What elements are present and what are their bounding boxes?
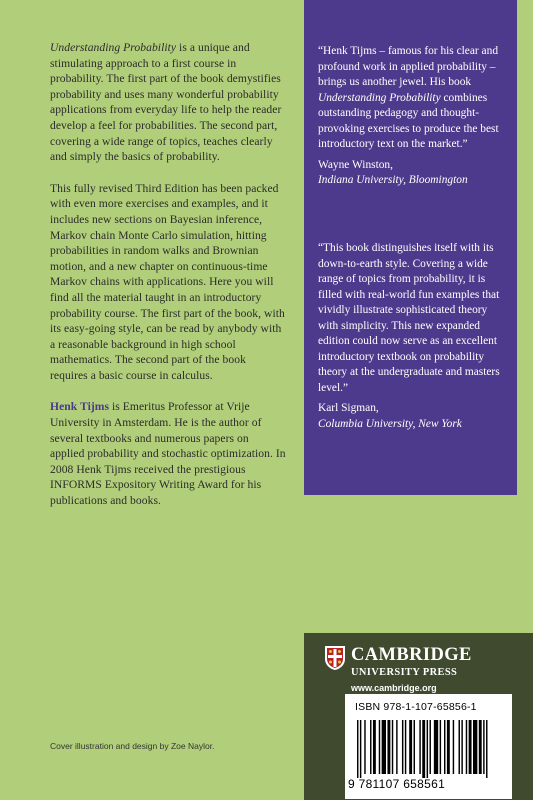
endorser-1-affiliation: Indiana University, Bloomington bbox=[318, 174, 468, 186]
cambridge-shield-icon bbox=[324, 645, 346, 671]
barcode-bar bbox=[444, 720, 445, 774]
barcode-bar bbox=[405, 720, 406, 774]
cover-credit: Cover illustration and design by Zoe Naylor. bbox=[50, 741, 215, 751]
isbn-barcode-area bbox=[345, 694, 512, 799]
barcode-digits: 9 781107 658561 bbox=[348, 777, 446, 791]
endorsement-2 bbox=[318, 241, 508, 432]
barcode-bar bbox=[483, 720, 484, 774]
publisher-subtitle: UNIVERSITY PRESS bbox=[351, 667, 458, 678]
barcode-bar bbox=[364, 720, 365, 774]
description-text-1: is a unique and stimulating approach to a first course in probability. The first part of the book demystifies probability and uses many wonderful probability applications from everyday life to help the reader develop a feel for probabilities. The second part, covering a wide range of topics, teaches clearly and simply the basics of probability. bbox=[50, 41, 282, 164]
barcode-bar bbox=[409, 720, 412, 774]
barcode-bar bbox=[466, 720, 467, 774]
endorsement-1-text bbox=[318, 44, 508, 153]
barcode-bar bbox=[379, 720, 380, 774]
author-bio-text: is Emeritus Professor at Vrije University in Amsterdam. He is the author of several textbooks and numerous papers on applied probability and stochastic optimization. In 2008 Henk Tijms received the prestigious INFORMS Expository Writing Award for his publications and books. bbox=[50, 400, 286, 508]
endorsement-2-text: “This book distinguishes itself with its down-to-earth style. Covering a wide range of topics from probability, it is filled with real-world fun examples that vividly illustrate sophisticated theory with simplicity. This new expanded edition could now serve as an excellent introductory textbook on probability theory at the undergraduate and masters level.” bbox=[318, 242, 500, 394]
barcode-bar bbox=[392, 720, 393, 774]
book-title: Understanding Probability bbox=[50, 41, 177, 54]
description-paragraph-2: This fully revised Third Edition has been packed with even more exercises and examples, and it includes new sections on Bayesian inference, Markov chain Monte Carlo simulation, hitting probabilities in random walks and Brownian motion, and a new chapter on continuous-time Markov chains with applications. Here you will find all the material taught in an introductory probability course. The first part of the book, with its easy-going style, can be read by anybody with a reasonable background in high school mathematics. The second part of the book requires a basic course in calculus. bbox=[50, 181, 285, 382]
endorsement-1-attribution bbox=[318, 158, 508, 189]
barcode-bar bbox=[402, 720, 403, 774]
description-paragraph-1 bbox=[50, 40, 286, 165]
barcode bbox=[357, 720, 497, 778]
publisher-panel bbox=[304, 633, 533, 800]
endorsement-1-text-a: “Henk Tijms – famous for his clear and profound work in applied probability – brings us another jewel. His book bbox=[318, 45, 499, 88]
barcode-bar bbox=[440, 720, 441, 774]
barcode-bar bbox=[357, 720, 358, 778]
barcode-bar bbox=[360, 720, 361, 778]
author-name: Henk Tijms bbox=[50, 400, 110, 414]
barcode-bar bbox=[370, 720, 371, 774]
endorsement-1 bbox=[318, 44, 508, 189]
endorsement-1-book-title: Understanding Probability bbox=[318, 91, 441, 104]
publisher-url: www.cambridge.org bbox=[351, 683, 437, 693]
barcode-bar bbox=[447, 720, 450, 774]
barcode-bar bbox=[469, 720, 472, 774]
endorser-2-affiliation: Columbia University, New York bbox=[318, 417, 462, 430]
barcode-bar bbox=[373, 720, 376, 774]
barcode-bar bbox=[453, 720, 454, 774]
barcode-bar bbox=[414, 720, 415, 774]
barcode-bar bbox=[434, 720, 438, 774]
barcode-bar bbox=[396, 720, 397, 774]
barcode-bar bbox=[382, 720, 386, 774]
endorser-2-name: Karl Sigman, bbox=[318, 402, 379, 414]
barcode-bar bbox=[486, 720, 487, 778]
barcode-bar bbox=[422, 720, 425, 778]
endorsement-2-attribution bbox=[318, 401, 508, 432]
barcode-bar bbox=[473, 720, 477, 774]
barcode-bar bbox=[427, 720, 428, 778]
barcode-bar bbox=[459, 720, 460, 774]
barcode-bar bbox=[461, 720, 462, 774]
endorser-1-name: Wayne Winston, bbox=[318, 158, 393, 171]
endorsements-box bbox=[304, 0, 517, 495]
publisher-name: CAMBRIDGE bbox=[351, 645, 472, 665]
barcode-bar bbox=[430, 720, 431, 774]
author-bio bbox=[50, 399, 286, 508]
barcode-bar bbox=[419, 720, 420, 774]
description-column bbox=[50, 40, 286, 525]
barcode-bar bbox=[387, 720, 390, 774]
endorsement-1-text-b: combines outstanding pedagogy and thought-provoking exercises to produce the best introductory text on the market.” bbox=[318, 91, 499, 150]
isbn-label: ISBN 978-1-107-65856-1 bbox=[355, 701, 477, 713]
barcode-bar bbox=[479, 720, 482, 774]
